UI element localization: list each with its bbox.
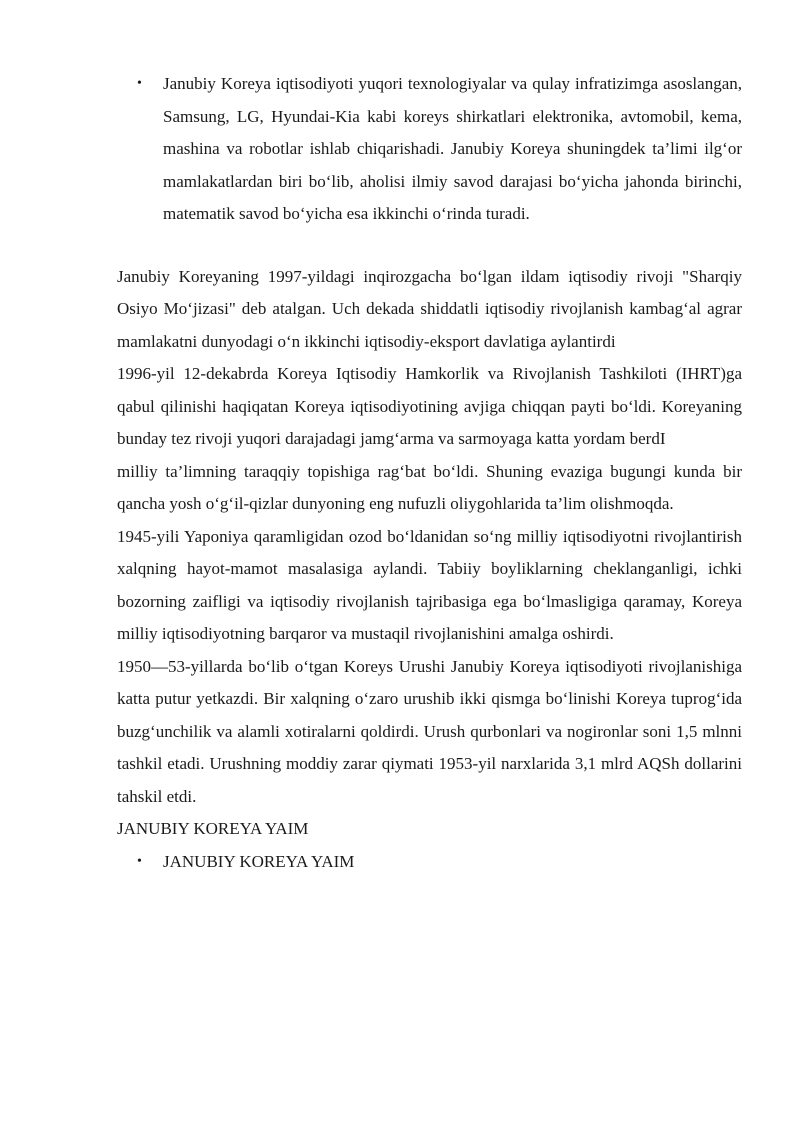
paragraph-4: 1945-yili Yaponiya qaramligidan ozod bo‘ldanidan so‘ng milliy iqtisodiyotni rivojlantirish xalqning hayot-mamot masalasiga aylandi. Tabiiy boyliklarning cheklanganligi, ichki bozorning zaifligi va iqtisodiy rivojlanish tajribasiga ega bo‘lmasligiga qaramay, Koreya milliy iqtisodiyotning barqaror va mustaqil rivojlanishini amalga oshirdi. xyxy=(117,526,742,643)
bullet-list-top xyxy=(117,68,742,231)
bullet-item: • Janubiy Koreya iqtisodiyoti yuqori texnologiyalar va qulay infratizimga asoslangan, Samsung, LG, Hyundai-Kia kabi koreys shirkatlari elektronika, avtomobil, kema, mashina va robotlar ishlab chiqarishadi. Janubiy Koreya shuningdek ta’limi ilg‘or mamlakatlardan biri bo‘lib, aholisi ilmiy savod darajasi bo‘yicha jahonda birinchi, matematik savod bo‘yicha esa ikkinchi o‘rinda turadi. xyxy=(163,68,742,231)
spacer xyxy=(117,231,742,261)
bullet-item: • JANUBIY KOREYA YAIM xyxy=(163,846,742,879)
paragraph-2: 1996-yil 12-dekabrda Koreya Iqtisodiy Hamkorlik va Rivojlanish Tashkiloti (IHRT)ga qabul qilinishi haqiqatan Koreya iqtisodiyotining avjiga chiqqan payti bo‘ldi. Koreyaning bunday tez rivoji yuqori darajadagi jamg‘arma va sarmoyaga katta yordam berdI xyxy=(117,364,742,448)
paragraph-5: 1950—53-yillarda bo‘lib o‘tgan Koreys Urushi Janubiy Koreya iqtisodiyoti rivojlanishiga katta putur yetkazdi. Bir xalqning o‘zaro urushib ikki qismga bo‘linishi Koreya tuprog‘ida buzg‘unchilik va alamli xotiralarni qoldirdi. Urush qurbonlari va nogironlar soni 1,5 mlnni tashkil etadi. Urushning moddiy zarar qiymati 1953-yil narxlarida 3,1 mlrd AQSh dollarini tahskil etdi. xyxy=(117,656,742,806)
paragraph-1: Janubiy Koreyaning 1997-yildagi inqirozgacha bo‘lgan ildam iqtisodiy rivoji "Sharqiy Osiyo Mo‘jizasi" deb atalgan. Uch dekada shiddatli iqtisodiy rivojlanish kambag‘al agrar mamlakatni dunyodagi o‘n ikkinchi iqtisodiy-eksport davlatiga aylantirdi xyxy=(117,266,742,351)
bullet-list-bottom xyxy=(117,846,742,879)
section-heading: JANUBIY KOREYA YAIM xyxy=(117,819,309,838)
paragraph-3: milliy ta’limning taraqqiy topishiga rag‘bat bo‘ldi. Shuning evaziga bugungi kunda bir qancha yosh o‘g‘il-qizlar dunyoning eng nufuzli oliygohlarida ta’lim olishmoqda. xyxy=(117,461,742,513)
